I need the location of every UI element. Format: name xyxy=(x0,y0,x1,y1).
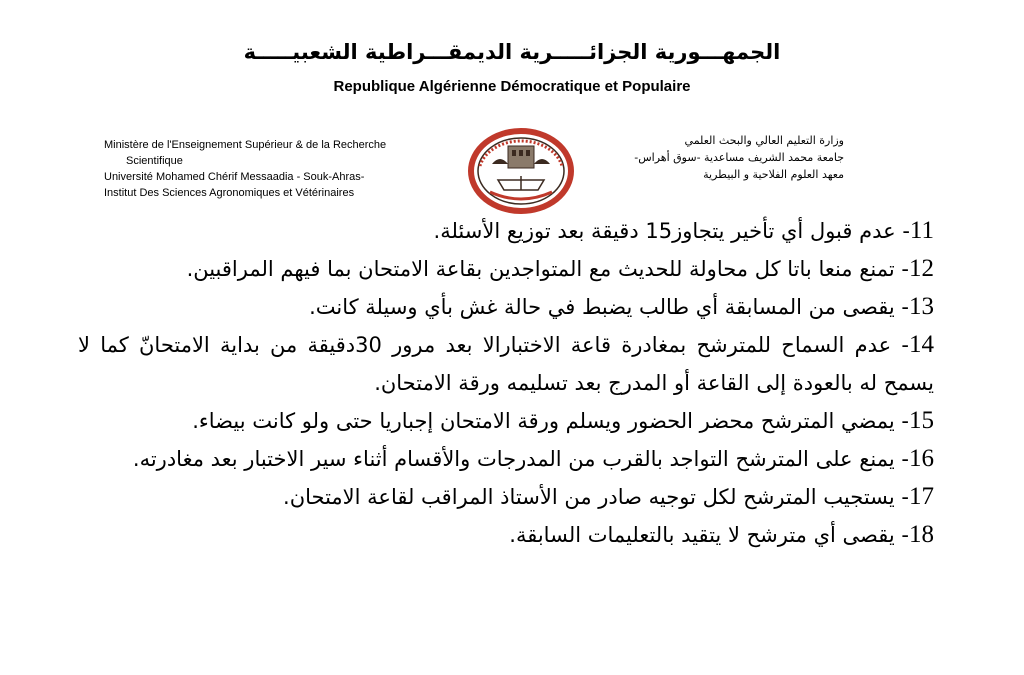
rule-text: عدم قبول أي تأخير يتجاوز15 دقيقة بعد توزيع الأسئلة. xyxy=(433,219,896,243)
institute-line-arabic: معهد العلوم الفلاحية و البيطرية xyxy=(703,168,844,181)
rule-number: 16 xyxy=(909,445,934,472)
rule-text: يمنع على المترشح التواجد بالقرب من المدرجات والأقسام أثناء سير الاختبار بعد مغادرته. xyxy=(132,447,895,471)
rule-number: 11 xyxy=(909,217,934,244)
institution-block-arabic xyxy=(584,132,844,183)
header-title-french: Republique Algérienne Démocratique et Populaire xyxy=(333,78,691,95)
rule-item-17: 17- يستجيب المترشح لكل توجيه صادر من الأستاذ المراقب لقاعة الامتحان. xyxy=(283,483,934,510)
rule-number: 14 xyxy=(908,331,934,358)
rule-number: 13 xyxy=(909,293,934,320)
rule-number: 17 xyxy=(909,483,934,510)
rule-text: يقصى من المسابقة أي طالب يضبط في حالة غش بأي وسيلة كانت. xyxy=(309,295,895,319)
ministry-line-arabic: وزارة التعليم العالي والبحث العلمي xyxy=(684,134,844,147)
rule-number: 15 xyxy=(909,407,934,434)
rule-number: 18 xyxy=(909,521,934,548)
exam-rules-list xyxy=(78,212,934,554)
rule-item-16: 16- يمنع على المترشح التواجد بالقرب من المدرجات والأقسام أثناء سير الاختبار بعد مغادرته. xyxy=(132,445,934,472)
ministry-line: Ministère de l'Enseignement Supérieur & de la Recherche xyxy=(104,139,387,151)
rule-text: يقصى أي مترشح لا يتقيد بالتعليمات السابقة. xyxy=(509,523,895,547)
rule-item-11: 11- عدم قبول أي تأخير يتجاوز15 دقيقة بعد توزيع الأسئلة. xyxy=(433,217,934,244)
ministry-line-2: Scientifique xyxy=(126,155,183,167)
rule-item-13: 13- يقصى من المسابقة أي طالب يضبط في حالة غش بأي وسيلة كانت. xyxy=(309,293,934,320)
university-seal-icon xyxy=(468,128,574,214)
rule-item-14: 14- عدم السماح للمترشح بمغادرة قاعة الاختبارالا بعد مرور 30دقيقة من بداية الامتحانّ كما لا يسمح له بالعودة إلى القاعة أو المدرج بعد تسليمه ورقة الامتحان. xyxy=(78,331,934,395)
rule-text: عدم السماح للمترشح بمغادرة قاعة الاختبارالا بعد مرور 30دقيقة من بداية الامتحانّ كما لا يسمح له بالعودة إلى القاعة أو المدرج بعد تسليمه ورقة الامتحان. xyxy=(78,333,934,395)
rule-text: يستجيب المترشح لكل توجيه صادر من الأستاذ المراقب لقاعة الامتحان. xyxy=(283,485,895,509)
institution-block-french xyxy=(104,137,404,201)
rule-item-12: 12- تمنع منعا باتا كل محاولة للحديث مع المتواجدين بقاعة الامتحان بما فيهم المراقبين. xyxy=(186,255,934,282)
header-title-arabic: الجمهـــورية الجزائـــــرية الديمقـــراطية الشعبيـــــة xyxy=(243,40,781,64)
university-line: Université Mohamed Chérif Messaadia - Souk-Ahras- xyxy=(104,171,365,183)
institute-line: Institut Des Sciences Agronomiques et Vétérinaires xyxy=(104,187,355,199)
rule-text: تمنع منعا باتا كل محاولة للحديث مع المتواجدين بقاعة الامتحان بما فيهم المراقبين. xyxy=(186,257,895,281)
rule-item-15: 15- يمضي المترشح محضر الحضور ويسلم ورقة الامتحان إجباريا حتى ولو كانت بيضاء. xyxy=(192,407,934,434)
rule-item-18: 18- يقصى أي مترشح لا يتقيد بالتعليمات السابقة. xyxy=(509,521,934,548)
rule-number: 12 xyxy=(909,255,934,282)
rule-text: يمضي المترشح محضر الحضور ويسلم ورقة الامتحان إجباريا حتى ولو كانت بيضاء. xyxy=(192,409,895,433)
university-line-arabic: جامعة محمد الشريف مساعدية -سوق أهراس- xyxy=(634,151,844,164)
